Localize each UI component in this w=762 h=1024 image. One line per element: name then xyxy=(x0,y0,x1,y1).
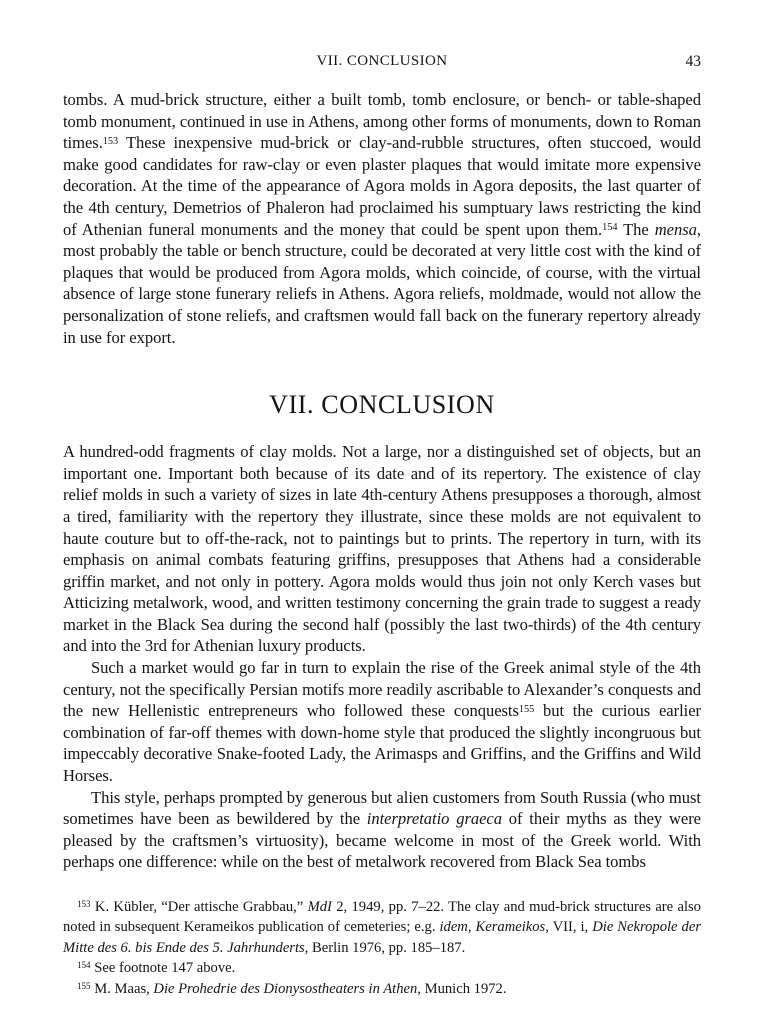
text-run: 2, 1949, pp. 7–22. The clay and mud-brick structures are also noted in subsequent Kerameikos publication of cemeteries; e.g. xyxy=(63,899,701,936)
text-run: , Munich 1972. xyxy=(417,980,507,997)
text-run: K. Kübler, “Der attische Grabbau,” xyxy=(94,899,308,915)
text-run: M. Maas, xyxy=(94,980,154,997)
footnote xyxy=(63,897,701,958)
text-run: See footnote 147 above. xyxy=(94,960,236,977)
footnote-ref: 153 xyxy=(102,135,119,147)
italic-text: Die Nekropole der Mitte des 6. bis Ende des 5. Jahrhunderts xyxy=(63,919,701,956)
text-run: The xyxy=(617,219,655,239)
footnote-marker: 153 xyxy=(77,898,91,909)
text-run: A hundred-odd fragments of clay molds. Not a large, nor a distinguished set of objects, but an important one. Important both because of its date and of its repertory. The existence of clay relief molds in such a variety of sizes in late 4th-century Athens presupposes a thorough, almost a tired, familiarity with the repertory they illustrate, since these molds are not equivalent to haute couture but to off-the-rack, not to paintings but to prints. The repertory in turn, with its emphasis on animal combats featuring griffins, presupposes that Athens had a considerable griffin market, and not only in pottery. Agora molds would thus join not only Kerch vases but Atticizing metalwork, wood, and written testimony concerning the grain trade to suggest a ready market in the Black Sea during the second half (possibly the last two-thirds) of the 4th century and into the 3rd for Athenian luxury products. xyxy=(63,442,701,656)
italic-text: Kerameikos xyxy=(475,919,546,936)
footnotes xyxy=(63,897,701,999)
text-run: , VII, i, xyxy=(545,919,593,936)
footnote-marker: 154 xyxy=(77,960,91,971)
text-run: , xyxy=(467,919,476,936)
footnote-ref: 154 xyxy=(602,221,618,233)
page-content xyxy=(63,89,701,999)
page-number: 43 xyxy=(685,53,701,70)
paragraph xyxy=(63,441,701,657)
italic-text: Die Prohedrie des Dionysostheaters in Athen xyxy=(153,980,418,997)
text-run: , Berlin 1976, pp. 185–187. xyxy=(304,939,466,956)
footnote xyxy=(63,958,701,978)
italic-text: mensa xyxy=(654,219,697,239)
text-run: but the curious earlier combination of far-off themes with down-home style that produced the slightly incongruous but impeccably decorative Snake-footed Lady, the Arimasps and Griffins, and the Griffins and Wild Horses. xyxy=(63,701,701,786)
paragraph xyxy=(63,787,701,873)
text-run: Such a market would go far in turn to explain the rise of the Greek animal style of the 4th century, not the specifically Persian motifs more readily ascribable to Alexander’s conquests and the new Hellenistic entrepreneurs who followed these conquests xyxy=(63,658,701,721)
paragraph xyxy=(63,89,701,348)
text-run: These inexpensive mud-brick or clay-and-rubble structures, often stuccoed, would make good candidates for raw-clay or even plaster plaques that would imitate more expensive decoration. At the time of the appearance of Agora molds in Agora deposits, the last quarter of the 4th century, Demetrios of Phaleron had proclaimed his sumptuary laws restricting the kind of Athenian funeral monuments and the money that could be spent upon them. xyxy=(63,133,701,239)
text-run: of their myths as they were pleased by the craftsmen’s virtuosity), became welcome in most of the Greek world. With perhaps one difference: while on the best of metalwork recovered from Black Sea tombs xyxy=(63,809,701,872)
running-head xyxy=(63,53,701,71)
footnote-marker: 155 xyxy=(77,980,91,991)
footnote xyxy=(63,979,701,999)
body-paragraphs xyxy=(63,441,701,873)
section-heading: VII. CONCLUSION xyxy=(269,390,495,420)
text-run: tombs. A mud-brick structure, either a built tomb, tomb enclosure, or bench- or table-shaped tomb monument, continued in use in Athens, among other forms of monuments, down to Roman times. xyxy=(63,90,701,153)
intro-paragraphs xyxy=(63,89,701,348)
text-run: , most probably the table or bench structure, could be decorated at very little cost with the kind of plaques that would be produced from Agora molds, which coincide, of course, with the virtual absence of large stone funerary reliefs in Athens. Agora reliefs, moldmade, would not allow the personalization of stone reliefs, and craftsmen would fall back on the funerary repertory already in use for export. xyxy=(63,219,701,347)
italic-text: MdI xyxy=(307,899,332,915)
italic-text: idem xyxy=(439,919,468,936)
paragraph xyxy=(63,657,701,787)
italic-text: interpretatio graeca xyxy=(366,809,502,829)
running-head-title: VII. CONCLUSION xyxy=(316,53,448,69)
text-run: This style, perhaps prompted by generous but alien customers from South Russia (who must sometimes have been as bewildered by the xyxy=(63,787,701,829)
footnote-ref: 155 xyxy=(518,703,535,715)
